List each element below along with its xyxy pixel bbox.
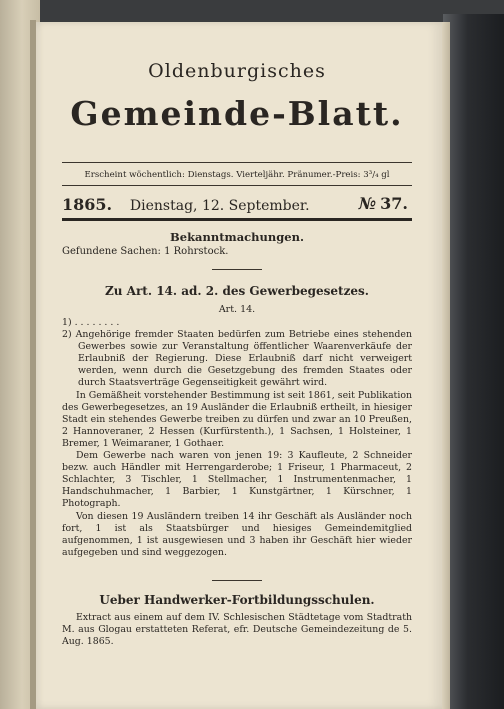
- section-body-gewerbegesetz: [62, 317, 412, 559]
- issue-number: 37.: [380, 194, 408, 213]
- book-cover: [443, 14, 504, 709]
- number-symbol: №: [358, 194, 377, 213]
- masthead-rule-top: [62, 162, 412, 163]
- issue-year: 1865.: [62, 195, 113, 214]
- section-divider: [212, 269, 262, 270]
- section-divider-2: [212, 580, 262, 581]
- masthead-small-title: Oldenburgisches: [148, 60, 326, 82]
- section-title-gewerbegesetz: Zu Art. 14. ad. 2. des Gewerbegesetzes.: [105, 284, 369, 298]
- article-label: Art. 14.: [218, 304, 256, 315]
- paragraph-5: Von diesen 19 Ausländern treiben 14 ihr Geschäft als Ausländer noch fort, 1 ist als Staatsbürger und hiesiges Gemeindemitglied aufgenommen, 1 ist ausgewiesen und 3 haben ihr Geschäft hier wieder aufgegeben und sind weggezogen.: [62, 510, 412, 558]
- masthead-rule-middle: [62, 185, 412, 186]
- newspaper-page: [36, 22, 442, 709]
- announcement-item: Gefundene Sachen: 1 Rohrstock.: [62, 246, 229, 257]
- paragraph-3: In Gemäßheit vorstehender Bestimmung ist seit 1861, seit Publikation des Gewerbegesetzes, an 19 Ausländer die Erlaubniß ertheilt, in hiesiger Stadt ein stehendes Gewerbe treiben zu dürfen und zwar an 10 Preußen, 2 Hannoveraner, 2 Hessen (Kurfürstenth.), 1 Sachsen, 1 Holsteiner, 1 Bremer, 1 Weimaraner, 1 Gothaer.: [62, 389, 412, 449]
- issue-dateline: [62, 195, 412, 214]
- section-body-fortbildungsschulen: [62, 612, 412, 648]
- announcements-title: Bekanntmachungen.: [170, 230, 304, 244]
- paragraph-1: 1) . . . . . . . .: [62, 317, 120, 328]
- issue-number-group: [359, 194, 408, 213]
- issue-date: Dienstag, 12. September.: [129, 198, 310, 214]
- section-title-fortbildungsschulen: Ueber Handwerker-Fortbildungsschulen.: [99, 593, 375, 607]
- subscription-line: Erscheint wöchentlich: Dienstags. Vierteljähr. Pränumer.-Preis: 3³/₄ gl: [84, 170, 390, 180]
- paragraph-2: 2) Angehörige fremder Staaten bedürfen zum Betriebe eines stehenden Gewerbes sowie zur Veranstaltung öffentlicher Waarenverkäufe der Erlaubniß der Regierung. Diese Erlaubniß darf nicht verweigert werden, wenn durch die Gesetzgebung des fremden Staates oder durch Staatsverträge Gegenseitigkeit gewährt wird.: [62, 329, 412, 389]
- masthead-big-title: Gemeinde-Blatt.: [70, 94, 404, 133]
- dateline-rule: [62, 218, 412, 221]
- paragraph-extract: Extract aus einem auf dem IV. Schlesischen Städtetage vom Stadtrath M. aus Glogau erstatteten Referat, efr. Deutsche Gemeindezeitung de 5. Aug. 1865.: [62, 612, 412, 648]
- paragraph-4: Dem Gewerbe nach waren von jenen 19: 3 Kaufleute, 2 Schneider bezw. auch Händler mit Herrengarderobe; 1 Friseur, 1 Pharmaceut, 2 Schlachter, 3 Tischler, 1 Stellmacher, 1 Instrumentenmacher, 1 Handschuhmacher, 1 Barbier, 1 Kunstgärtner, 1 Kürschner, 1 Photograph.: [62, 450, 412, 510]
